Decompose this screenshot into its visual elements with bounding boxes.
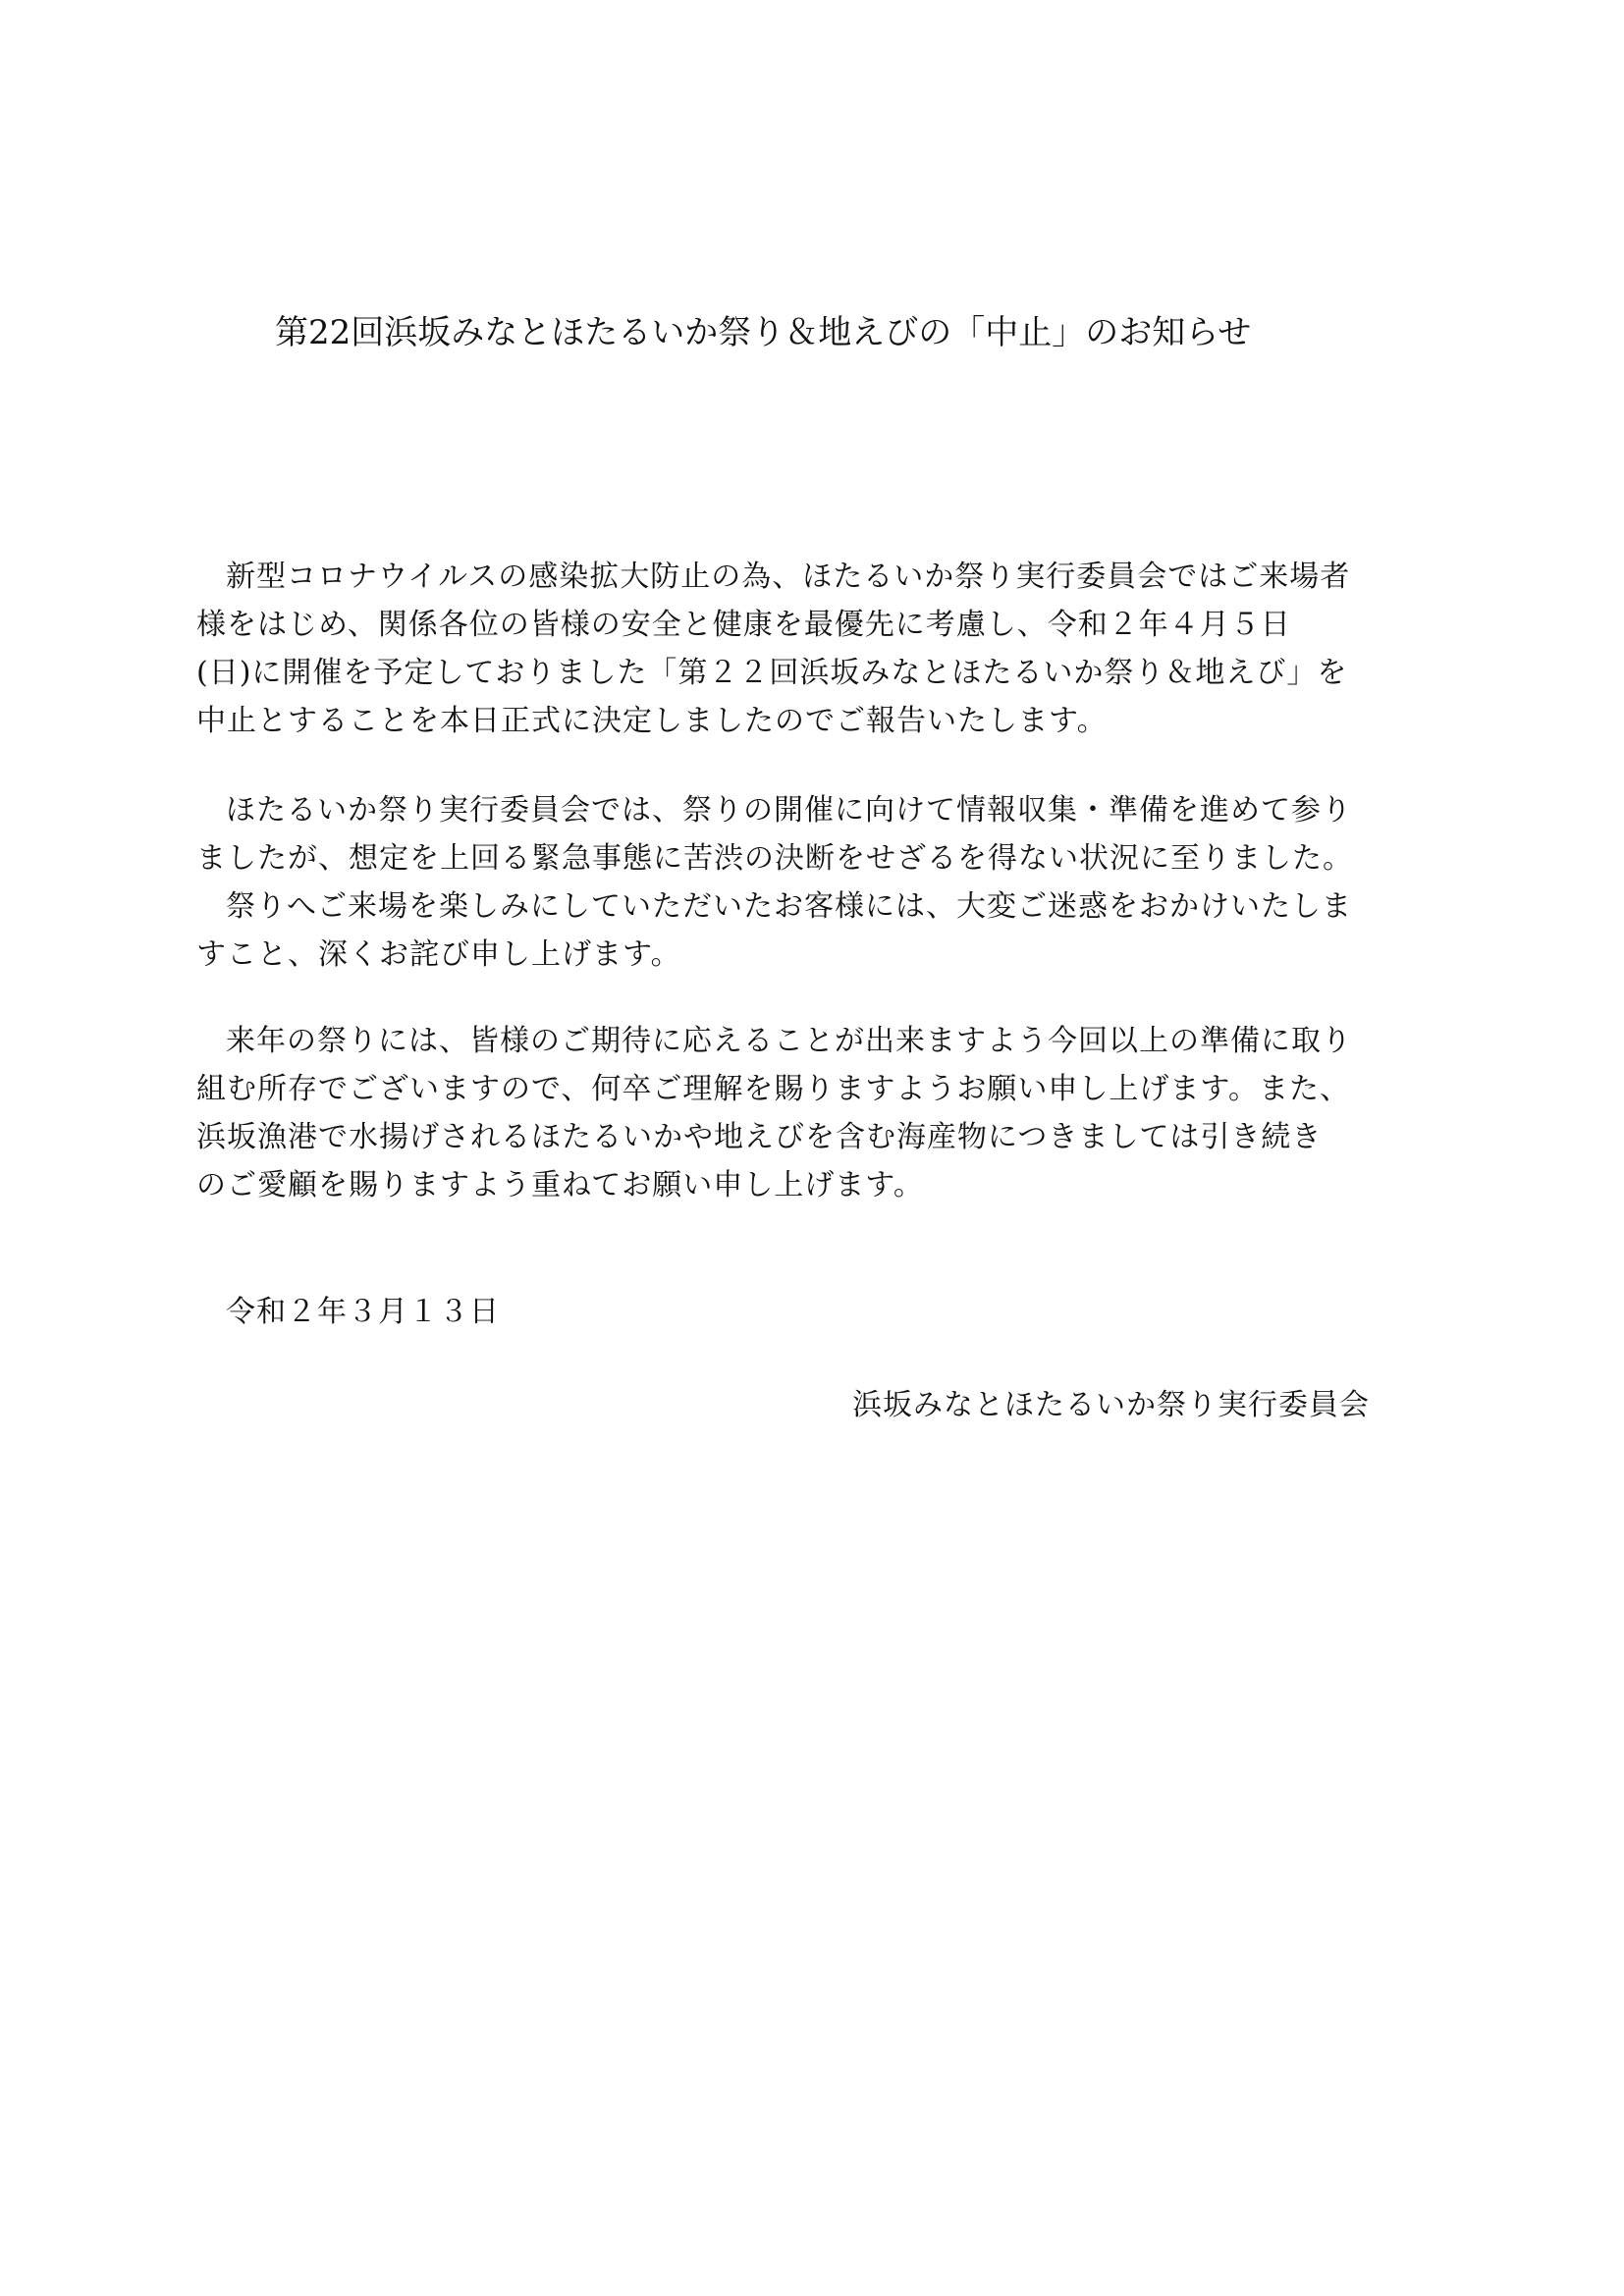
paragraph-line: (日)に開催を予定しておりました「第２２回浜坂みなとほたるいか祭り＆地えび」を: [196, 656, 1348, 690]
paragraph-1: [196, 553, 1434, 745]
paragraph-3: [196, 1017, 1434, 1209]
paragraph-line: 組む所存でございますので、何卒ご理解を賜りますようお願い申し上げます。また、: [196, 1072, 1350, 1106]
document-title: 第22回浜坂みなとほたるいか祭り＆地えびの「中止」のお知らせ: [275, 313, 1252, 352]
paragraph-line: 来年の祭りには、皆様のご期待に応えることが出来ますよう今回以上の準備に取り: [226, 1024, 1352, 1058]
paragraph-line: 祭りへご来場を楽しみにしていただいたお客様には、大変ご迷惑をおかけいたしま: [226, 889, 1352, 924]
paragraph-line: 浜坂漁港で水揚げされるほたるいかや地えびを含む海産物につきましては引き続き: [196, 1120, 1323, 1154]
paragraph-2: [196, 786, 1434, 979]
paragraph-line: 様をはじめ、関係各位の皆様の安全と健康を最優先に考慮し、令和２年４月５日: [196, 608, 1291, 642]
paragraph-line: のご愛顧を賜りますよう重ねてお願い申し上げます。: [196, 1168, 924, 1202]
paragraph-line: 新型コロナウイルスの感染拡大防止の為、ほたるいか祭り実行委員会ではご来場者: [226, 560, 1351, 594]
paragraph-line: 中止とすることを本日正式に決定しましたのでご報告いたします。: [196, 704, 1108, 738]
signature-organization: 浜坂みなとほたるいか祭り実行委員会: [852, 1388, 1370, 1422]
document-date: 令和２年３月１３日: [226, 1295, 500, 1329]
paragraph-line: ましたが、想定を上回る緊急事態に苦渋の決断をせざるを得ない状況に至りました。: [196, 841, 1353, 876]
paragraph-line: すこと、深くお詫び申し上げます。: [196, 937, 681, 972]
paragraph-line: ほたるいか祭り実行委員会では、祭りの開催に向けて情報収集・準備を進めて参り: [226, 793, 1352, 828]
